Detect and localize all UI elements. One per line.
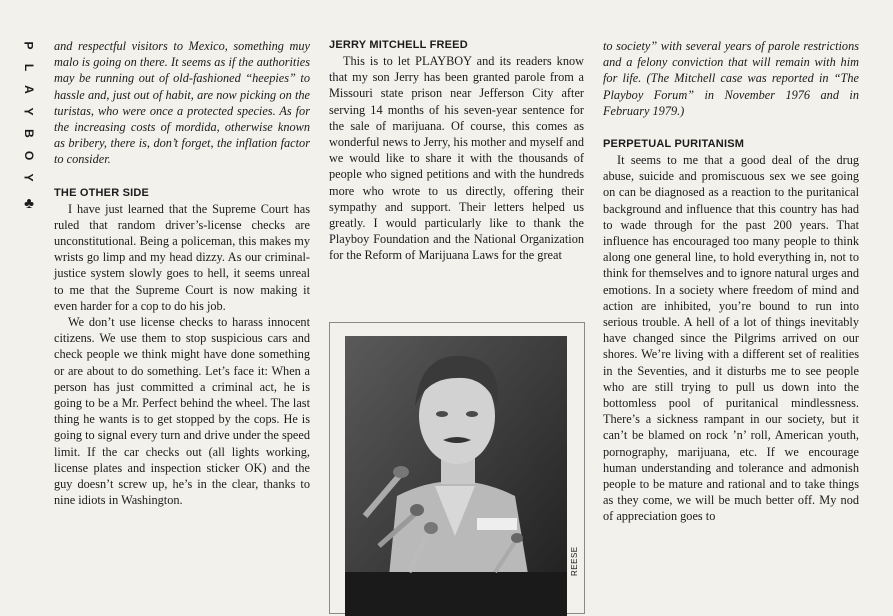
body-paragraph: We don’t use license checks to harass innocent citizens. We use them to stop suspicious cars and check people we think might have done something or are about to do something. Let’s face it: When a person has just committed a criminal act, he is going to be a Mr. Perfect behind the wheel. The last thing he wants is to get stopped by the cops. He is going to signal every turn and drive under the speed limit. If the car checks out (all lights working, license plates and inspection sticker OK) and the guy doesn’t screw up, he’s in the clear, thanks to nine idiots in Washington. [54,315,310,508]
column-right [603,38,859,525]
column-left [54,38,310,508]
sidebar-letter: O [22,150,36,162]
body-paragraph: It seems to me that a good deal of the drug abuse, suicide and promiscuous sex we see going on can be diagnosed as a reaction to the puritanical background and influence that this country has had to wade through for the past 200 years. That influence has encouraged too many people to think along one general line, to hold everything in, not to think for themselves and to ignore natural urges and emotions. In a society where freedom of mind and action are inhibited, you’re bound to run into serious trouble. A hell of a lot of things inevitably have changed since the Pilgrims arrived on our shores. We’re living with a different set of realities in the Seventies, and it disturbs me to see people who are still trying to pull us down into the bottomless pool of puritanical mindlessness. There’s a sickness rampant in our society, but it can’t be blamed on rock ’n’ roll, American youth, pornography, marijuana, etc. If we encourage human understanding and tolerance and admonish people to be mature and rational and to take things as they come, we will be much better off. My nod of appreciation goes to [603,153,859,524]
sidebar-letter: Y [21,107,36,117]
sidebar-letter: L [22,63,36,73]
body-paragraph: This is to let PLAYBOY and its readers know that my son Jerry has been granted parole from a Missouri state prison near Jefferson City after serving 14 months of his seven-year sentence for the sale of marijuana. Of course, this comes as wonderful news to Jerry, his mother and myself and we would like to share it with the thousands of people who signed petitions and with the hundreds more who wrote to us directly, offering their sympathy and support. Their letters helped us greatly. I would particularly like to thank the Playboy Foundation and the National Organization for the Reform of Marijuana Laws for the great [329,54,584,263]
club-ornament-icon: ♣ [24,196,34,212]
intro-paragraph: and respectful visitors to Mexico, something muy malo is going on there. It seems as if the authorities may be running out of old-fashioned “heepies” to hassle and, just out of habit, are now picking on the turistas, who were once a protected species. As for the increasing costs of mordida, otherwise known as bribery, there is, don’t forget, the inflation factor to consider. [54,39,310,167]
body-paragraph: I have just learned that the Supreme Court has ruled that random driver’s-license checks are unconstitutional. Being a policeman, this makes my wrists go limp and my head dizzy. As our criminal-justice system slowly goes to hell, it seems unreal to me that the Supreme Court is now making it even harder for a cop to do his job. [54,201,310,313]
section-heading: THE OTHER SIDE [54,186,150,199]
sidebar-letter: B [21,129,36,139]
sidebar-letter: A [21,85,36,95]
section-heading: PERPETUAL PURITANISM [603,138,745,151]
news-photo [345,336,567,616]
magazine-sidebar [20,40,38,213]
column-middle [329,38,584,264]
sidebar-letter: Y [21,173,36,183]
intro-paragraph: to society” with several years of parole restrictions and a felony conviction that will remain with him for life. (The Mitchell case was reported in “The Playboy Forum” in November 1976 and in February 1979.) [603,39,859,118]
section-heading: JERRY MITCHELL FREED [329,39,468,51]
photo-credit: REESE [570,546,579,576]
sidebar-letter: P [21,41,36,51]
photo-illustration [345,336,567,616]
